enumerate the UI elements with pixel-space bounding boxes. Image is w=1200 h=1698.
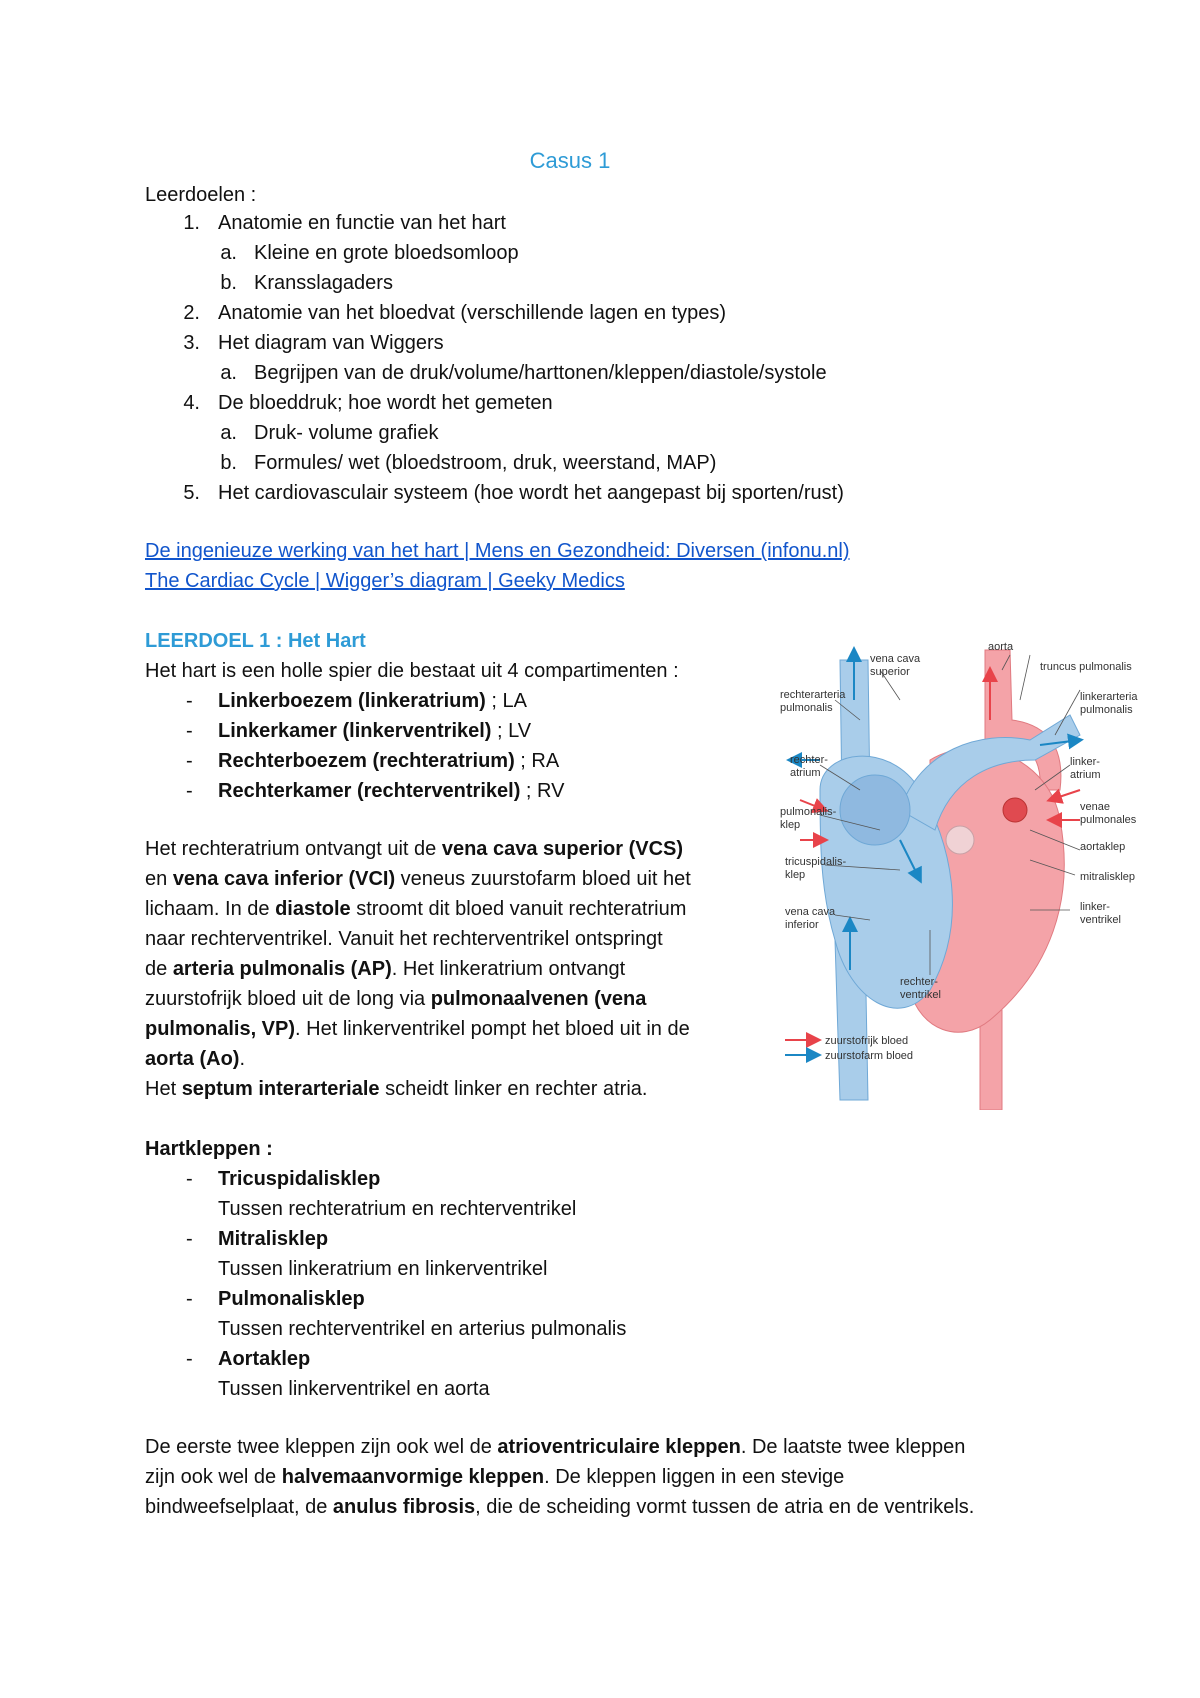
paragraph-line: zuurstofrijk bloed uit de long via pulmonaalvenen (vena [145,988,647,1010]
diagram-label: venae [1080,801,1110,813]
list-item: Het diagram van Wiggers [218,332,444,354]
valve-desc: Tussen linkerventrikel en aorta [218,1378,490,1400]
list-item: Rechterboezem (rechteratrium) ; RA [218,750,560,772]
valves-heading: Hartkleppen : [145,1138,273,1160]
paragraph-line: aorta (Ao). [145,1048,246,1070]
diagram-label: linker- [1080,901,1110,913]
legend-label-oxy: zuurstofrijk bloed [825,1035,909,1047]
paragraph-line: Het rechteratrium ontvangt uit de vena cava superior (VCS) [145,838,684,860]
diagram-label: aortaklep [1080,841,1126,853]
list-item: Rechterkamer (rechterventrikel) ; RV [218,780,565,802]
diagram-label: klep [780,819,801,831]
diagram-label: vena cava [870,653,921,665]
paragraph-line: pulmonalis, VP). Het linkerventrikel pompt het bloed uit in de [145,1018,690,1040]
valve-shape [1003,798,1027,822]
section-heading: LEERDOEL 1 : Het Hart [145,630,366,652]
list-letter: a. [220,422,237,444]
list-number: 1. [183,212,200,234]
diagram-label: vena cava [785,906,836,918]
bullet-dash: - [186,750,193,772]
valve-name: Aortaklep [218,1348,311,1370]
list-item: Anatomie en functie van het hart [218,212,506,234]
valve-shape [946,826,974,854]
list-item: Linkerboezem (linkeratrium) ; LA [218,690,527,712]
bullet-dash: - [186,1168,193,1190]
valve-name: Pulmonalisklep [218,1288,365,1310]
right-atrium-shape [840,775,910,845]
paragraph-line: lichaam. In de diastole stroomt dit bloed vanuit rechteratrium [145,898,687,920]
bullet-dash: - [186,780,193,802]
bullet-dash: - [186,1228,193,1250]
diagram-label: rechterarteria [780,689,846,701]
list-number: 5. [183,482,200,504]
list-item: Druk- volume grafiek [254,422,439,444]
list-item: Anatomie van het bloedvat (verschillende lagen en types) [218,302,727,324]
page-title: Casus 1 [529,148,611,173]
list-item: Het cardiovasculair systeem (hoe wordt het aangepast bij sporten/rust) [218,482,844,504]
list-letter: b. [220,452,237,474]
diagram-label: tricuspidalis- [785,856,847,868]
list-item: Kransslagaders [254,272,393,294]
paragraph-line: en vena cava inferior (VCI) veneus zuurstofarm bloed uit het [145,868,691,890]
list-number: 2. [183,302,200,324]
valve-desc: Tussen rechterventrikel en arterius pulmonalis [218,1318,627,1340]
list-letter: a. [220,362,237,384]
diagram-label: atrium [790,767,821,779]
paragraph-line: De eerste twee kleppen zijn ook wel de atrioventriculaire kleppen. De laatste twee kleppen [145,1436,966,1458]
paragraph-line: Het septum interarteriale scheidt linker en rechter atria. [145,1078,648,1100]
paragraph-line: zijn ook wel de halvemaanvormige kleppen. De kleppen liggen in een stevige [145,1466,845,1488]
diagram-label: inferior [785,919,819,931]
legend-label-deoxy: zuurstofarm bloed [825,1050,914,1062]
diagram-label-aorta: aorta [988,641,1014,653]
bullet-dash: - [186,720,193,742]
valve-name: Mitralisklep [218,1228,329,1250]
diagram-label: rechter- [790,754,828,766]
paragraph-line: de arteria pulmonalis (AP). Het linkeratrium ontvangt [145,958,626,980]
valve-desc: Tussen linkeratrium en linkerventrikel [218,1258,548,1280]
diagram-label: truncus pulmonalis [1040,661,1132,673]
list-item: Formules/ wet (bloedstroom, druk, weerstand, MAP) [254,452,717,474]
list-letter: b. [220,272,237,294]
list-letter: a. [220,242,237,264]
diagram-label: superior [870,666,910,678]
diagram-label: ventrikel [900,989,941,1001]
list-item: De bloeddruk; hoe wordt het gemeten [218,392,553,414]
diagram-label: atrium [1070,769,1101,781]
diagram-label: klep [785,869,806,881]
list-item: Begrijpen van de druk/volume/harttonen/kleppen/diastole/systole [254,362,827,384]
valve-desc: Tussen rechteratrium en rechterventrikel [218,1198,577,1220]
diagram-label: linker- [1070,756,1100,768]
diagram-label: pulmonalis- [780,806,837,818]
leerdoelen-label: Leerdoelen : [145,184,257,206]
diagram-label: ventrikel [1080,914,1121,926]
list-number: 4. [183,392,200,414]
bullet-dash: - [186,1288,193,1310]
diagram-label: pulmonales [1080,814,1137,826]
list-item: Kleine en grote bloedsomloop [254,242,519,264]
diagram-label: mitralisklep [1080,871,1136,883]
diagram-label: linkerarteria [1080,691,1138,703]
link-infonu[interactable]: De ingenieuze werking van het hart | Mens en Gezondheid: Diversen (infonu.nl) [145,540,850,562]
bullet-dash: - [186,1348,193,1370]
list-item: Linkerkamer (linkerventrikel) ; LV [218,720,532,742]
arrow-oxy [1050,790,1080,800]
paragraph-line: naar rechterventrikel. Vanuit het rechterventrikel ontspringt [145,928,663,950]
valve-name: Tricuspidalisklep [218,1168,381,1190]
bullet-dash: - [186,690,193,712]
list-number: 3. [183,332,200,354]
diagram-label: pulmonalis [780,702,833,714]
heart-diagram [780,640,1180,1110]
diagram-label: rechter- [900,976,938,988]
intro-text: Het hart is een holle spier die bestaat uit 4 compartimenten : [145,660,679,682]
link-geeky-medics[interactable]: The Cardiac Cycle | Wigger’s diagram | Geeky Medics [145,570,625,592]
paragraph-line: bindweefselplaat, de anulus fibrosis, die de scheiding vormt tussen de atria en de ventrikels. [145,1496,975,1518]
diagram-label: pulmonalis [1080,704,1133,716]
